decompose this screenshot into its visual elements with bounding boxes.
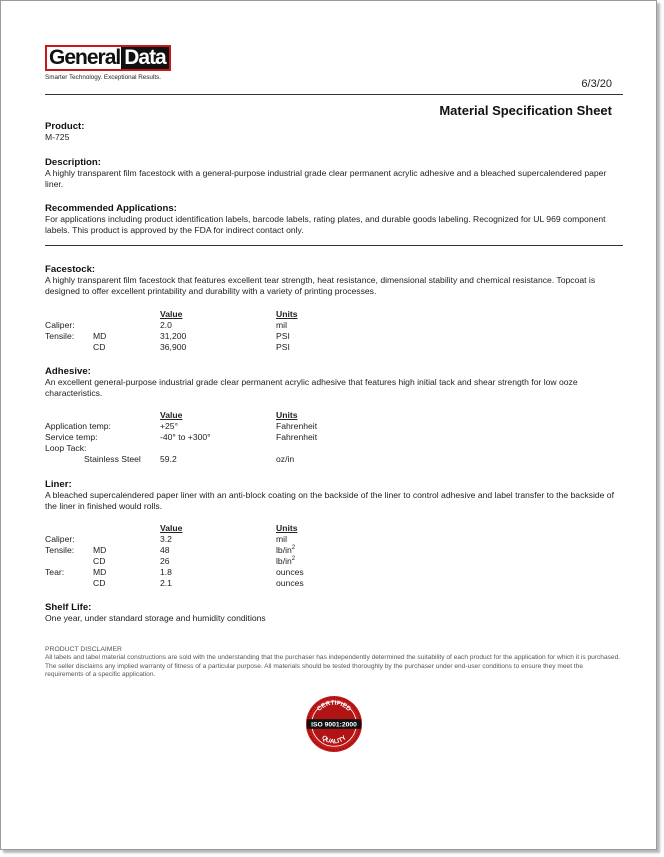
seal-bottom-text: QUALITY: [320, 734, 348, 746]
units-column-header: Units: [276, 410, 298, 420]
row-units-group: [276, 556, 295, 567]
row-units: Fahrenheit: [276, 432, 318, 442]
units-column-header: Units: [276, 309, 298, 319]
units-exponent: 2: [291, 556, 296, 563]
row-label: Caliper:: [45, 534, 75, 544]
product-value: M-725: [45, 132, 70, 142]
row-label: Tensile:: [45, 331, 75, 341]
row-value: -40° to +300°: [160, 432, 211, 442]
row-sublabel: CD: [93, 578, 106, 588]
row-label: Service temp:: [45, 432, 98, 442]
row-value: 59.2: [160, 454, 177, 464]
row-value: +25°: [160, 421, 179, 431]
row-label: Stainless Steel: [84, 454, 141, 464]
row-value: 3.2: [160, 534, 172, 544]
disclaimer-text: All labels and label material constructions are sold with the understanding that the purchaser has independently determined the suitability of each product for the application for which it is purchased. The seller disclaims any implied warranty of fitness of a particular purpose. All materials should be tested thoroughly by the purchaser under end-user conditions to ensure they meet the requirements of a specific application.: [45, 654, 621, 679]
shelf-life-section: [45, 602, 623, 624]
logo-general-text: General: [49, 46, 121, 69]
product-disclaimer: [45, 646, 623, 680]
shelf-life-heading: Shelf Life:: [45, 602, 92, 613]
applications-section: [45, 203, 623, 236]
row-label: Tensile:: [45, 545, 75, 555]
row-value: 2.1: [160, 578, 172, 588]
document-date: 6/3/20: [581, 78, 612, 90]
applications-heading: Recommended Applications:: [45, 203, 177, 214]
value-column-header: Value: [160, 523, 183, 533]
disclaimer-heading: PRODUCT DISCLAIMER: [45, 646, 122, 653]
row-label: Application temp:: [45, 421, 111, 431]
section-divider: [45, 245, 623, 246]
row-value: 31,200: [160, 331, 187, 341]
row-value: 1.8: [160, 567, 172, 577]
iso-certified-seal-icon: [305, 695, 363, 753]
row-value: 2.0: [160, 320, 172, 330]
value-column-header: Value: [160, 410, 183, 420]
description-text: A highly transparent film facestock with a general-purpose industrial grade clear permanent acrylic adhesive and a bleached supercalendered paper liner.: [45, 168, 607, 189]
facestock-text: A highly transparent film facestock that features excellent tear strength, heat resistance, dimensional stability and chemical resistance. Topcoat is designed to offer excellent printability and durability with a variety of printing processes.: [45, 275, 596, 296]
row-sublabel: MD: [93, 545, 107, 555]
row-value: 26: [160, 556, 170, 566]
product-section: [45, 121, 623, 143]
description-section: [45, 157, 623, 190]
row-label: Loop Tack:: [45, 443, 87, 453]
liner-heading: Liner:: [45, 479, 72, 490]
row-value: 48: [160, 545, 170, 555]
row-units: PSI: [276, 342, 290, 352]
row-units: lb/in: [276, 545, 292, 555]
company-logo: [45, 45, 171, 81]
adhesive-heading: Adhesive:: [45, 366, 91, 377]
header-divider: [45, 94, 623, 95]
row-label: Caliper:: [45, 320, 75, 330]
logo-data-text: Data: [121, 46, 169, 70]
row-value: 36,900: [160, 342, 187, 352]
row-units: ounces: [276, 567, 304, 577]
logo-wordmark: [45, 45, 171, 71]
row-label: Tear:: [45, 567, 65, 577]
product-heading: Product:: [45, 121, 85, 132]
row-sublabel: CD: [93, 556, 106, 566]
row-units: oz/in: [276, 454, 295, 464]
description-heading: Description:: [45, 157, 101, 168]
units-column-header: Units: [276, 523, 298, 533]
applications-text: For applications including product identification labels, barcode labels, rating plates, and durable goods labeling. Recognized for UL 969 component labels. This product is approved by the FDA for indirect contact only.: [45, 214, 606, 235]
page-title: Material Specification Sheet: [439, 103, 612, 118]
units-exponent: 2: [291, 545, 296, 552]
seal-middle-text: ISO 9001:2000: [311, 721, 357, 729]
row-units: mil: [276, 320, 287, 330]
seal-top-text: CERTIFIED: [315, 699, 353, 713]
adhesive-section: [45, 366, 623, 399]
row-units: ounces: [276, 578, 304, 588]
adhesive-text: An excellent general-purpose industrial grade clear permanent acrylic adhesive that features high initial tack and shear strength for low ooze characteristics.: [45, 377, 578, 398]
shelf-life-text: One year, under standard storage and humidity conditions: [45, 613, 266, 623]
row-units: PSI: [276, 331, 290, 341]
row-sublabel: MD: [93, 331, 107, 341]
liner-text: A bleached supercalendered paper liner with an anti-block coating on the backside of the liner to control adhesive and label transfer to the backside of the liner in finished would rolls.: [45, 490, 614, 511]
logo-tagline: Smarter Technology. Exceptional Results.: [45, 74, 161, 81]
liner-section: [45, 479, 623, 512]
row-sublabel: MD: [93, 567, 107, 577]
row-sublabel: CD: [93, 342, 106, 352]
row-units: mil: [276, 534, 287, 544]
row-units-group: [276, 545, 295, 556]
facestock-heading: Facestock:: [45, 264, 96, 275]
row-units: lb/in: [276, 556, 292, 566]
value-column-header: Value: [160, 309, 183, 319]
facestock-section: [45, 264, 623, 297]
row-units: Fahrenheit: [276, 421, 318, 431]
